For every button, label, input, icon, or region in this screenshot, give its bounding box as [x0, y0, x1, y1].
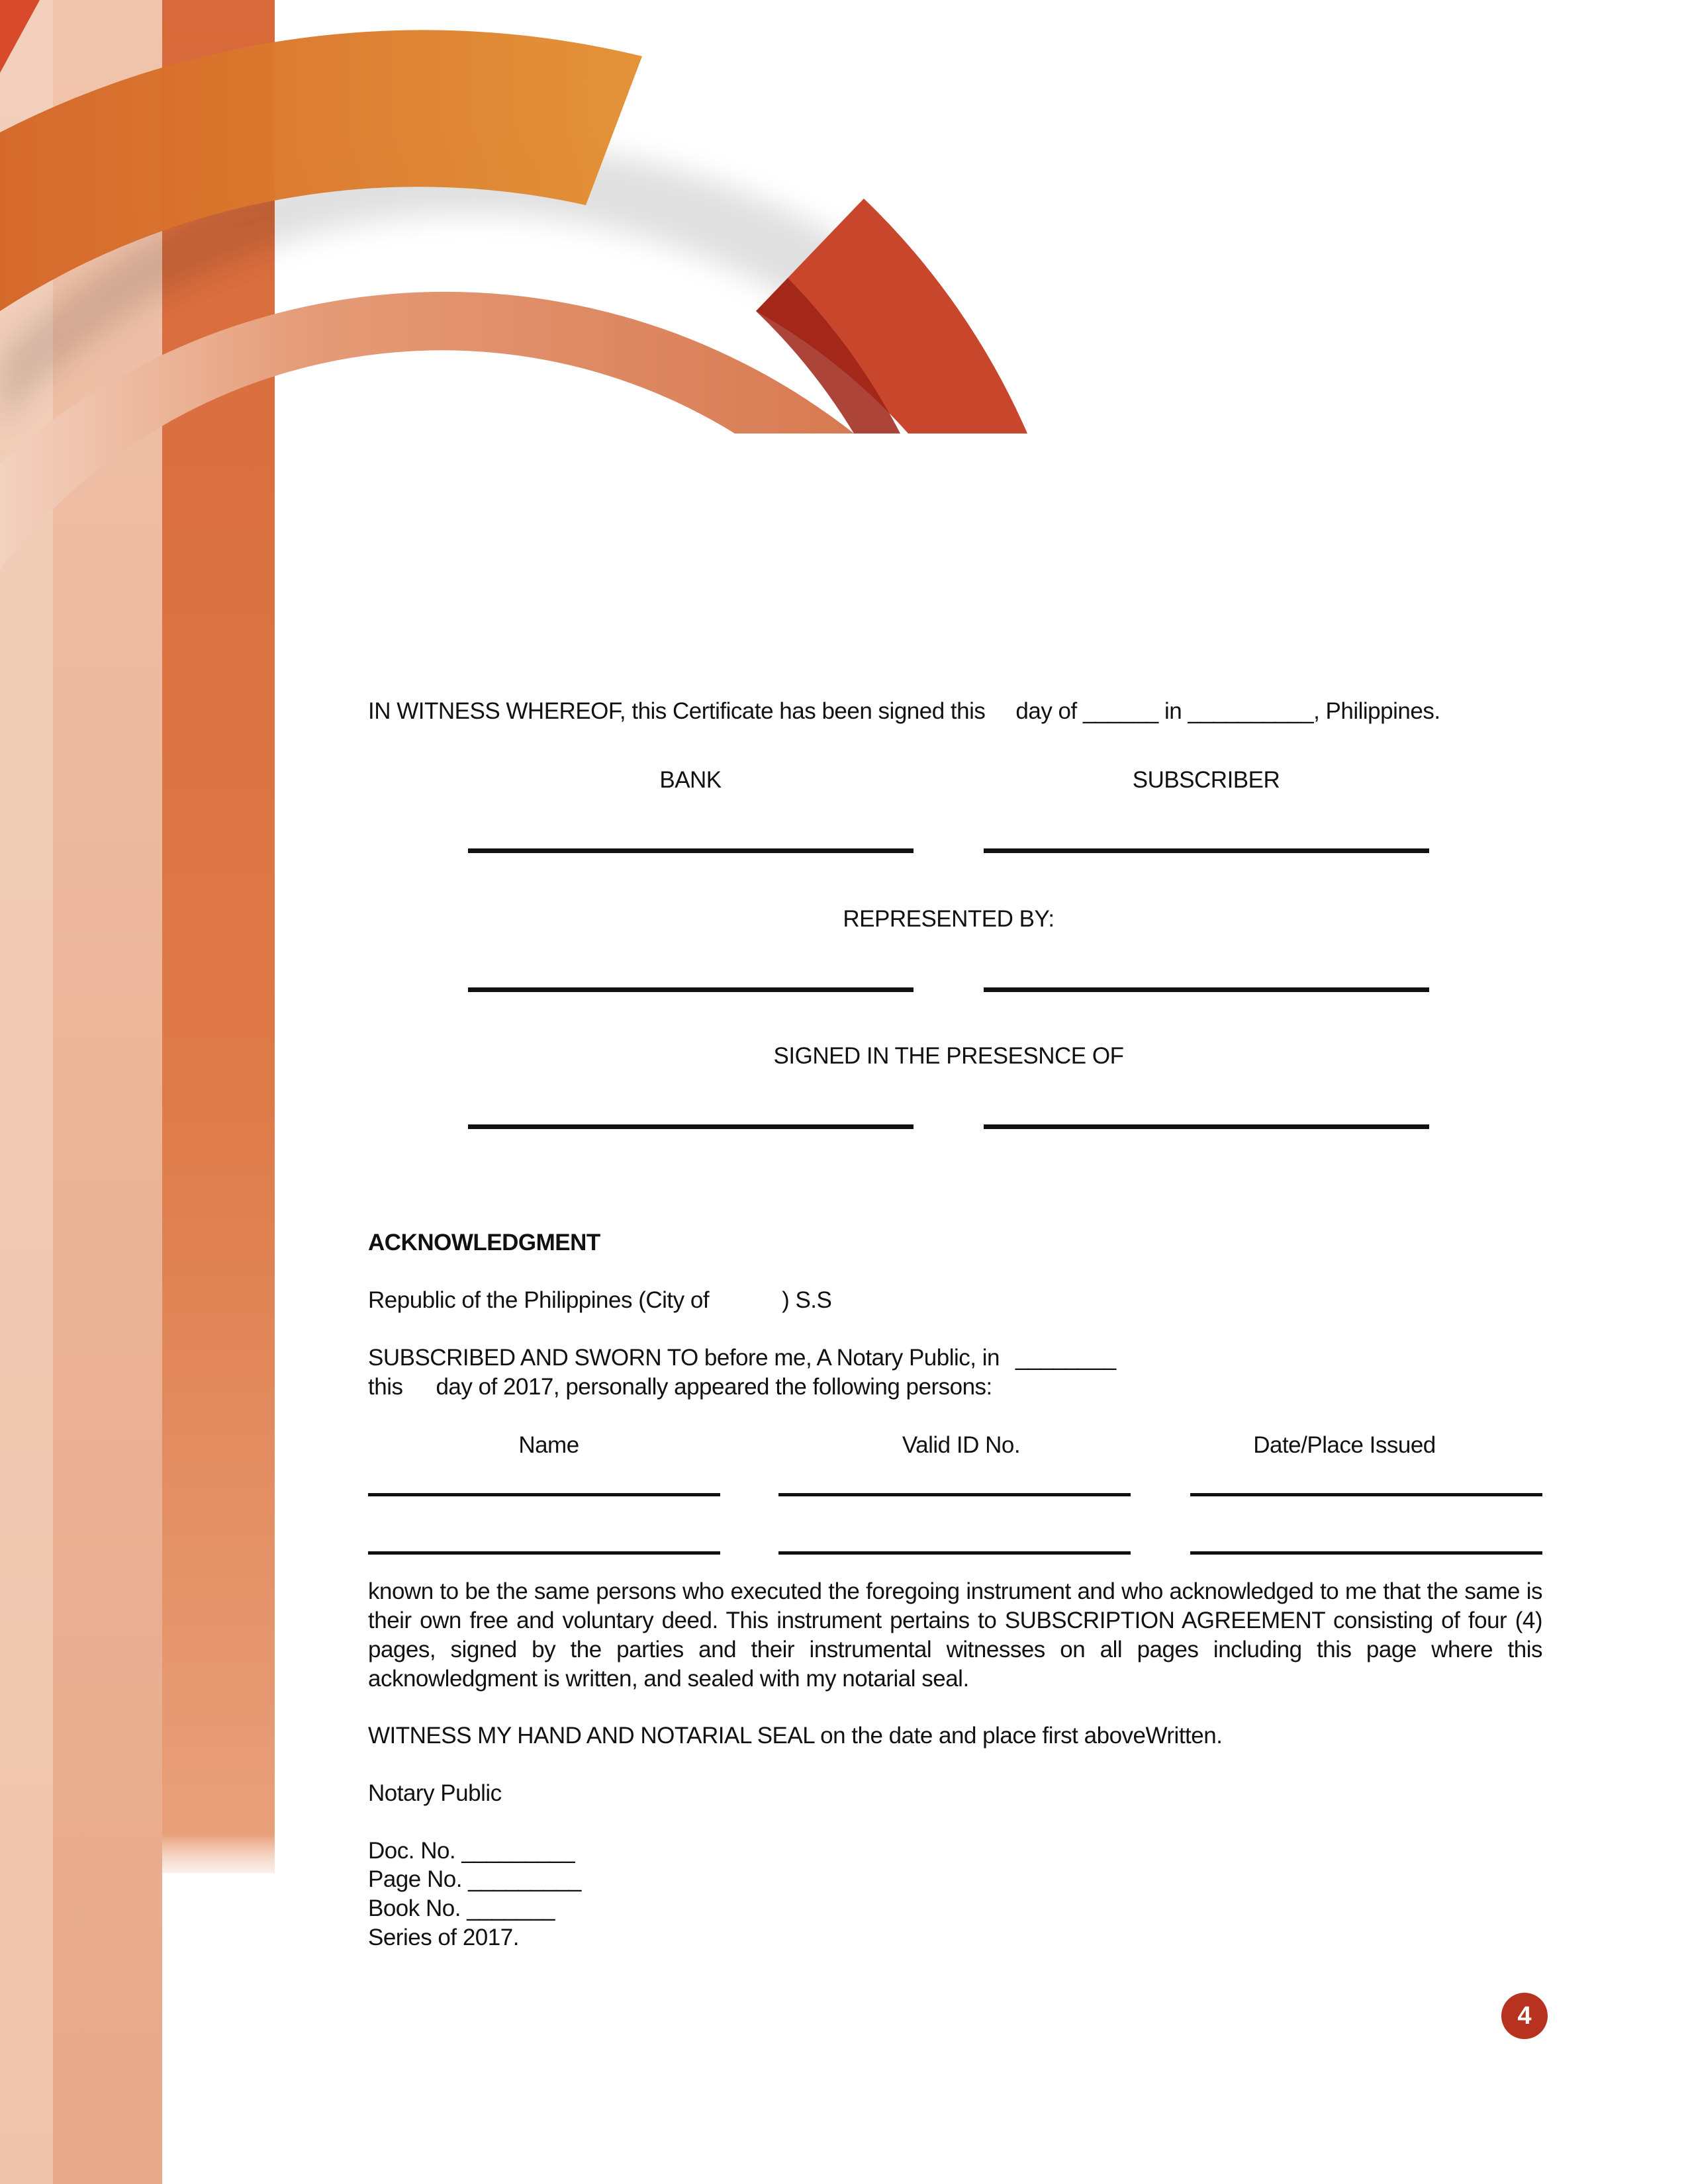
witness-hand-statement: WITNESS MY HAND AND NOTARIAL SEAL on the date and place first aboveWritten.: [368, 1723, 1223, 1749]
name-line-1: [368, 1493, 720, 1496]
name-line-2: [368, 1551, 720, 1555]
valid-id-line-1: [778, 1493, 1131, 1496]
witness-statement-part1: IN WITNESS WHEREOF, this Certificate has been signed this: [368, 698, 986, 724]
sworn-statement-line2: [368, 1373, 992, 1402]
sworn-statement-line1: [368, 1343, 1116, 1373]
column-header-date-place: Date/Place Issued: [1253, 1432, 1436, 1458]
date-place-line-2: [1190, 1551, 1542, 1555]
witness-signature-line-2: [984, 1124, 1429, 1129]
page-no-field: Page No. _________: [368, 1866, 581, 1892]
acknowledgment-body: known to be the same persons who executed the foregoing instrument and who acknowledged to me that the same is their own free and voluntary deed. This instrument pertains to SUBSCRIPTION AGREEMENT consisting of four (4) pages, signed by the parties and their instrumental witnesses on all pages including this page where this acknowledgment is written, and sealed with my notarial seal.: [368, 1578, 1542, 1692]
date-place-line-1: [1190, 1493, 1542, 1496]
venue-line-part1: Republic of the Philippines (City of: [368, 1287, 710, 1313]
witness-statement: [368, 697, 1440, 726]
column-header-valid-id: Valid ID No.: [902, 1432, 1021, 1458]
sworn-line2-part1: this: [368, 1374, 403, 1400]
series-field: Series of 2017.: [368, 1925, 519, 1950]
witness-signature-line-1: [468, 1124, 914, 1129]
bank-signature-line: [468, 848, 914, 853]
page-number-badge: 4: [1501, 1993, 1548, 2039]
subscriber-representative-line: [984, 987, 1429, 992]
bank-representative-line: [468, 987, 914, 992]
notary-public-label: Notary Public: [368, 1780, 502, 1806]
venue-line: [368, 1286, 831, 1315]
column-header-name: Name: [518, 1432, 579, 1458]
sworn-line2-part2: day of 2017, personally appeared the following persons:: [436, 1374, 992, 1400]
witness-statement-part2: day of ______ in __________, Philippines.: [1015, 698, 1440, 724]
subscriber-signature-line: [984, 848, 1429, 853]
acknowledgment-heading: ACKNOWLEDGMENT: [368, 1230, 600, 1255]
represented-by-label: REPRESENTED BY:: [843, 906, 1055, 932]
signed-in-presence-label: SIGNED IN THE PRESESNCE OF: [773, 1043, 1124, 1069]
venue-line-part2: ) S.S: [782, 1287, 832, 1313]
sworn-statement-text: SUBSCRIBED AND SWORN TO before me, A Notary Public, in: [368, 1345, 1000, 1371]
sworn-location-blank: ________: [1015, 1345, 1116, 1371]
valid-id-line-2: [778, 1551, 1131, 1555]
subscriber-label: SUBSCRIBER: [1132, 767, 1280, 793]
book-no-field: Book No. _______: [368, 1895, 555, 1921]
doc-no-field: Doc. No. _________: [368, 1838, 575, 1864]
bank-label: BANK: [659, 767, 722, 793]
